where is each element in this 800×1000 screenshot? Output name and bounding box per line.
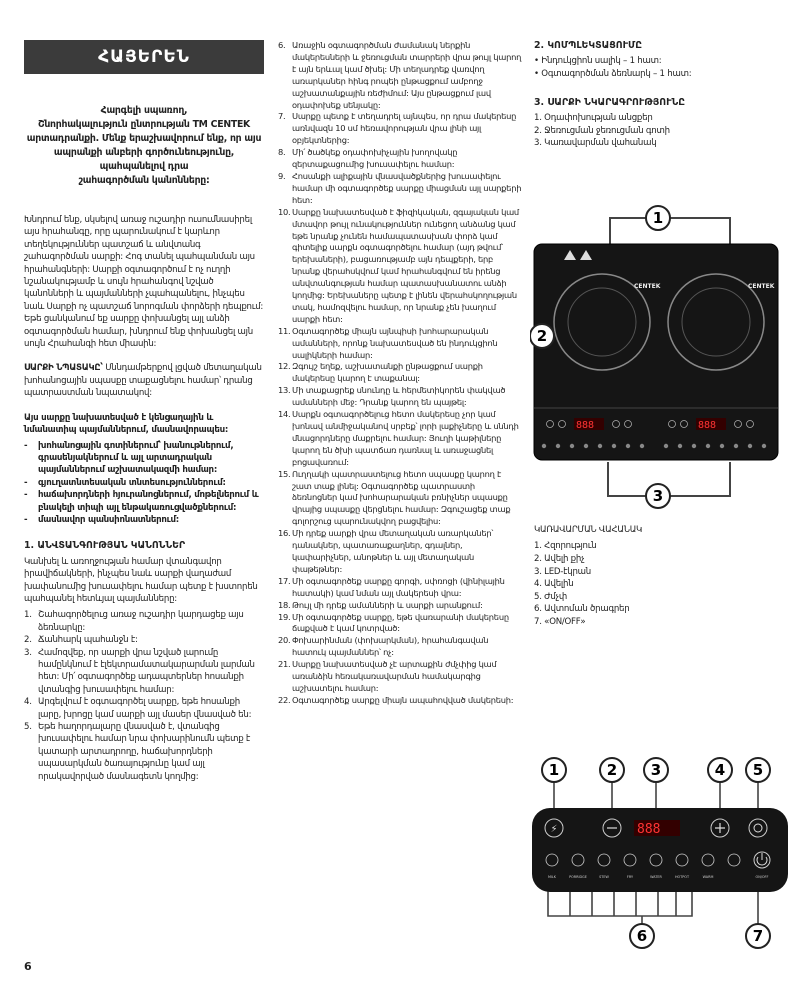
usage-title: Այս սարքը նախատեսված է կենցաղային և նմանատիպ պայմաններում, մասնավորապես: xyxy=(24,412,229,436)
column-1 xyxy=(24,40,264,783)
panel-callout-3: 3 xyxy=(650,761,662,779)
device-parts-list xyxy=(534,112,778,150)
list-item: 22. Օգտագործեք սարքը միայն ապահովված մակերեսի: xyxy=(278,694,514,705)
list-item: 13. Մի տաքացրեք սնունդը և հերմետիկորեն փակված ամանների մեջ: Դրանք կարող են պայթել: xyxy=(278,385,506,408)
safety-list-col1 xyxy=(24,609,264,783)
safety-list-col2 xyxy=(278,40,522,707)
control-panel-illustration xyxy=(530,756,790,966)
purpose-paragraph xyxy=(24,362,264,399)
list-item: 6. Ավտոման ծրագրեր xyxy=(534,604,630,615)
list-item: 14. Սարքն օգտագործելուց հետո մակերեսը չոր կամ խոնավ անմիջականով սրբեք՝ լորի լաքիչները և սննդի մնացորդները մաքրելու համար: Յուղի կաթիլները կարող են ծխի պատճառ դառնալ և առաջացնել բոցավառում: xyxy=(278,409,519,467)
brand-logo-right: CENTEK xyxy=(748,283,775,290)
column-2 xyxy=(278,40,522,707)
list-item: 12. Զգույշ եղեք, աշխատանքի ընթացքում սարքի մակերեսը կարող է տաքանալ: xyxy=(278,361,483,384)
language-banner: ՀԱՅԵՐԵՆ xyxy=(24,40,264,74)
greeting: Հարգելի սպառող, Շնորհակալություն ընտրության TM CENTEK արտադրանքի. Մենք երաշխավորում ենք, որ այս ապրանքի անբերի գործունեությունը, պահպանելով դրա շահագործման կանոնները: xyxy=(26,105,262,186)
svg-text:888: 888 xyxy=(698,420,717,431)
safety-heading: 1. ԱՆՎՏԱՆԳՈՒԹՅԱՆ ԿԱՆՈՆՆԵՐ xyxy=(24,540,186,552)
list-item: 20. Փոխարինման (փոխարկման), հրահանգավան հատուկ պայմաններ՝ ոչ: xyxy=(278,635,489,658)
list-item: 1. Շահագործելուց առաջ ուշադիր կարդացեք այս ձեռնարկը: xyxy=(24,610,244,633)
list-item: 18. Թույլ մի դրեք ամանների և սարքի արանքում: xyxy=(278,599,483,610)
mode-label: WATER xyxy=(650,875,662,879)
callout-1: 1 xyxy=(652,209,664,227)
safety-intro: Կանխել և առողջության համար վտանգավոր իրավիճակների, ինչպես նաև սարքի վաղաժամ խափանումից խուսափելու համար պետք է խստորեն պահպանել հետևյալ պայմանները: xyxy=(24,556,258,604)
list-item: - մասնավոր պանսիոնատներում: xyxy=(24,514,179,525)
cooktop-illustration xyxy=(530,196,790,526)
list-item: 10. Սարքը նախատեսված է ֆիզիկական, զգայական կամ մտավոր թույլ ունակություններ ունեցող անձանց կամ եթե նրանք չունեն համապատասխան փորձ կամ գիտելիք սարքն օգտագործելու համար (այդ թվում՝ երեխաների), բացառությամբ այն դեպքերի, երբ նրանք վերահսկվում կամ հրահանգվում են իրենց անվտանգության համար պատասխանատու անձի կողմից: Երեխաները պետք է լինեն վերահսկողության տակ, համոզվելու համար, որ նրանք չեն խաղում սարքի հետ: xyxy=(278,206,519,324)
mode-label: FRY xyxy=(626,875,634,879)
list-item: 11. Օգտագործեք միայն այնպիսի խոհարարական ամանների, որոնք նախատեսված են ինդուկցիոն սալիկների համար: xyxy=(278,325,498,360)
list-item: 16. Մի դրեք սարքի վրա մետաղական առարկաներ՝ դանակներ, պատառաքաղներ, գդալներ, կափարիչներ, անոթներ և այլ մետաղական փաթեթներ: xyxy=(278,528,494,574)
intro-paragraph: Խնդրում ենք, սկսելով առաջ ուշադիր ուսումնասիրել այս հրահանգը, որը պարունակում է կարևոր տեղեկություններ պատշաճ և անվտանգ շահագործման սարքի: Հոգ տանել պահպանման այս հրահանգների: Սարքի օգտագործում է ոչ ուղղի նշանակությամբ և սույն հրահանգով նշված կանոնների և պայմանների չպահպանելու, ինչպես նաև Սարքի ոչ պատշաճ նորոգման փորձերի դեպքում: Եթե ցանկանում եք սարքը փոխանցել այլ անձի օգտագործման համար, խնդրում ենք փոխանցել այն սույն Հրահանգի հետ միասին: xyxy=(24,215,264,350)
callout-2: 2 xyxy=(536,327,548,345)
panel-callout-6: 6 xyxy=(636,927,648,945)
list-item: - հաճախորդների հյուրանոցներում, մոթելներում և բնակելի տիպի այլ ենթակառուցվածքներում: xyxy=(24,490,259,513)
panel-heading: ԿԱՌԱՎԱՐՄԱՆ ՎԱՀԱՆԱԿ xyxy=(534,525,643,535)
list-item: 2. Ճանհարկ պահանջն է: xyxy=(24,635,138,646)
mode-label: HOTPOT xyxy=(674,875,690,879)
list-item: 4. Արգելվում է օգտագործել սարքը, եթե հոսանքի լարը, խրոցը կամ սարքի այլ մասեր վնասված են: xyxy=(24,697,252,720)
svg-text:888: 888 xyxy=(576,420,595,431)
mode-label: ON/OFF xyxy=(755,875,769,879)
list-item: 1. Օդափոխության անցքեր xyxy=(534,113,653,123)
list-item: 9. Հոսանքի ալիքային վնասվածքներից խուսափելու համար մի օգտագործեք սարքը միացման այլ սարքերի հետ: xyxy=(278,170,522,205)
svg-text:888: 888 xyxy=(637,822,661,837)
kit-heading: 2. ԿՈՄՊԼԵԿՏԱՑՈՒՄԸ xyxy=(534,40,643,51)
svg-text:⚡: ⚡ xyxy=(550,824,558,835)
column-3 xyxy=(534,40,778,150)
list-item: 7. Սարքը պետք է տեղադրել այնպես, որ դրա մակերեսը առնվազն 10 սմ հեռավորության վրա լինի այլ օբյեկտներից: xyxy=(278,111,517,146)
list-item: 6. Առաջին օգտագործման ժամանակ ներքին մակերեսների և ջեռուցման տարրերի վրա թույլ կարող է այն երևալ կամ ծխել: Մի տեղադրեք վառվող առարկաներ հինգ րոպեի ընթացքում ամբողջ աշխատանքային ռեժիմում: Այս ընթացքում լավ օդափոխեք սենյակը: xyxy=(278,40,522,110)
brand-logo-left: CENTEK xyxy=(634,283,661,290)
list-item: 3. Համոզվեք, որ սարքի վրա նշված լարումը համընկնում է էլեկտրամատակարարման լարման հետ: Մի՛ օգտագործեք ադապտերներ հոսանքի վտանգից խուսափելու համար: xyxy=(24,647,255,695)
list-item: 5. Ժմչփ xyxy=(534,591,567,602)
list-item: 2. Ավելի քիչ xyxy=(534,554,585,564)
mode-label: PORRIDGE xyxy=(569,875,587,879)
usage-list xyxy=(24,440,264,527)
list-item: 3. Կառավարման վահանակ xyxy=(534,138,657,149)
list-item: 21. Սարքը նախատեսված չէ արտաքին ժմչփից կամ առանձին հեռակառավարման համակարգից աշխատելու համար: xyxy=(278,659,497,693)
panel-callout-7: 7 xyxy=(752,927,764,945)
list-item: 5. Եթե հաղորդալարը վնասված է, վտանգից խուսափելու համար նրա փոխարինումն պետք է կատարի արտադրողը, հաճախորդների սպասարկման ծառայությունը կամ այլ որակավորված մասնագետն կողմից: xyxy=(24,722,251,782)
panel-list xyxy=(534,540,778,628)
panel-callout-1: 1 xyxy=(548,761,560,779)
panel-callout-5: 5 xyxy=(752,761,764,779)
mode-label: STEW xyxy=(599,875,609,879)
panel-legend xyxy=(534,524,778,629)
purpose-text: Սննդամթերքով լցված մետաղական խոհանոցային սպասքը տաքացնելու համար՝ դրանց պատրաստման նպատակով: xyxy=(24,363,262,399)
device-heading: 3. ՍԱՐՔԻ ՆԿԱՐԱԳՐՈՒԹՅՈՒՆԸ xyxy=(534,96,685,108)
mode-label: WARM xyxy=(702,875,714,879)
list-item: - խոհանոցային գոտիներում՝ խանութներում, գրասենյակներում և այլ արտադրական պայմաններում աշխատակազմի համար: xyxy=(24,440,234,476)
list-item: 4. Ավելին xyxy=(534,579,574,590)
list-item: 2. Ջեռուցման ջեռուցման գոտի xyxy=(534,125,670,136)
kit-list xyxy=(534,55,778,80)
list-item: 3. LED-էկրան xyxy=(534,566,592,577)
page-number: 6 xyxy=(24,960,32,973)
list-item: 15. Ուղղակի պատրաստելուց հետո սպասքը կարող է շատ տաք լինել: Օգտագործեք պատրաստի ձեռնոցներ կամ խոհարարական բռնիչներ սպասքը վրայից սպասքը վերցնելու համար: Զգուշացեք տաք գոլորշուց պարունակվող բացվելիս: xyxy=(278,468,511,527)
list-item: 1. Հզորություն xyxy=(534,541,597,552)
panel-callout-4: 4 xyxy=(714,761,726,779)
panel-callout-2: 2 xyxy=(606,761,618,779)
list-item: 17. Մի օգտագործեք սարքը գորգի, սփռոցի (վինիլային հատակի) կամ նման այլ մակերեսի վրա: xyxy=(278,575,505,598)
list-item: 8. Մի՛ ծածկեք օդափոխիչային խողովակը զերտաքացումից խուսափելու համար: xyxy=(278,147,458,170)
list-item: • Օգտագործման ձեռնարկ – 1 հատ: xyxy=(534,69,692,79)
purpose-label: ՍԱՐՔԻ ՆՊԱՏԱԿԸ՝ xyxy=(24,363,103,374)
list-item: - գյուղատնտեսական տնտեսություններում: xyxy=(24,477,226,488)
list-item: 7. «ON/OFF» xyxy=(534,616,586,627)
mode-label: MILK xyxy=(547,875,557,879)
list-item: • Ինդուկցիոն սալիկ – 1 հատ: xyxy=(534,56,662,67)
callout-3: 3 xyxy=(652,487,664,505)
list-item: 19. Մի օգտագործեք սարքը, եթե վառարանի մակերեսը ճաքված է կամ կոտրված: xyxy=(278,611,509,634)
